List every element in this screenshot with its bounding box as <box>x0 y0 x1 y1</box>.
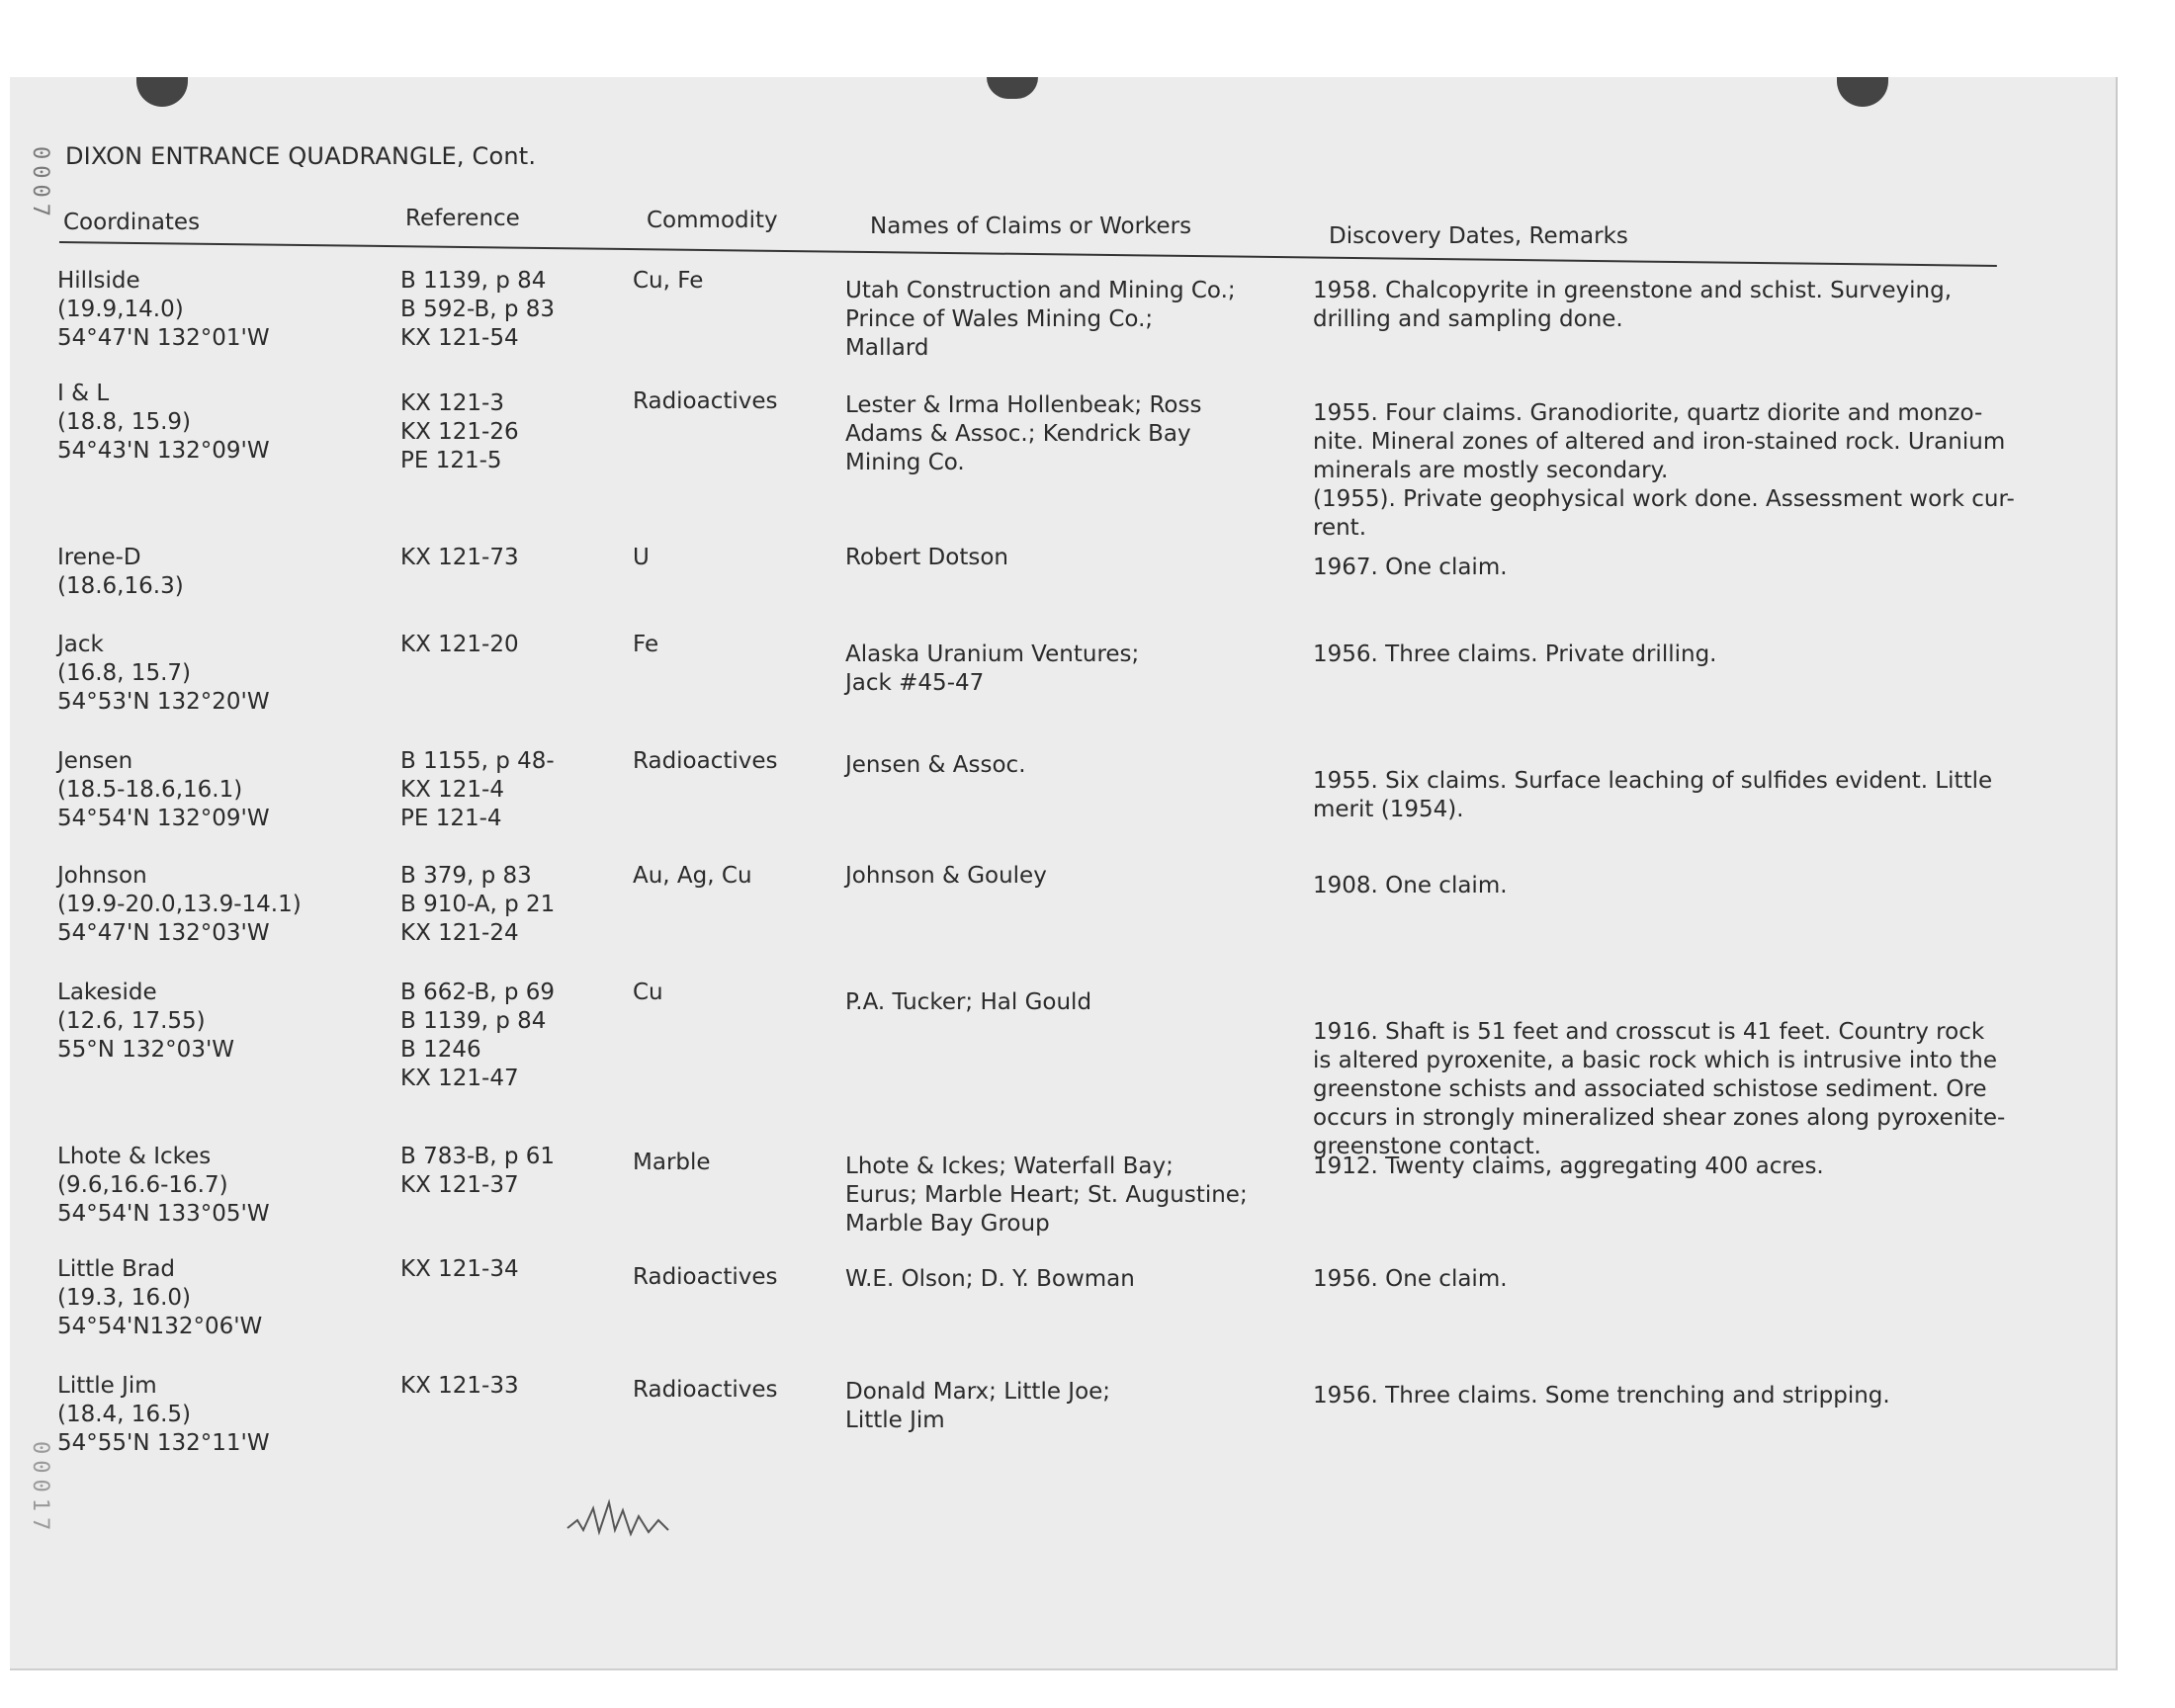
remarks-cell <box>1313 640 2005 669</box>
coordinates-cell <box>57 979 403 1065</box>
names-line: Eurus; Marble Heart; St. Augustine; <box>845 1182 1248 1208</box>
remarks-line: 1956. Three claims. Private drilling. <box>1313 641 1717 667</box>
remarks-line: 1956. Three claims. Some trenching and stripping. <box>1313 1383 1890 1409</box>
coordinate-line: (19.9-20.0,13.9-14.1) <box>57 892 302 917</box>
reference-line: KX 121-3 <box>400 390 504 416</box>
commodity-value: U <box>633 545 650 570</box>
reference-line: B 379, p 83 <box>400 863 532 889</box>
names-cell <box>845 862 1340 891</box>
remarks-line: drilling and sampling done. <box>1313 306 1623 332</box>
coordinate-line: 54°47'N 132°01'W <box>57 325 270 351</box>
names-line: W.E. Olson; D. Y. Bowman <box>845 1266 1135 1292</box>
reference-line: B 1139, p 84 <box>400 268 547 294</box>
document-sheet <box>10 77 2118 1670</box>
coordinates-cell <box>57 1143 403 1229</box>
commodity-cell <box>633 631 830 659</box>
coordinates-cell <box>57 380 403 466</box>
reference-line: B 1139, p 84 <box>400 1008 547 1034</box>
commodity-cell <box>633 387 830 416</box>
reference-line: PE 121-5 <box>400 448 502 473</box>
remarks-cell <box>1313 872 2005 900</box>
names-cell <box>845 1153 1340 1238</box>
names-line: Lester & Irma Hollenbeak; Ross <box>845 392 1202 418</box>
remarks-cell <box>1313 277 2005 334</box>
remarks-cell <box>1313 1153 2005 1181</box>
names-line: Lhote & Ickes; Waterfall Bay; <box>845 1153 1174 1179</box>
table-row <box>10 1143 2116 1253</box>
coordinate-line: (18.6,16.3) <box>57 573 184 599</box>
coordinates-cell <box>57 544 403 601</box>
commodity-value: Cu, Fe <box>633 268 704 294</box>
names-line: P.A. Tucker; Hal Gould <box>845 989 1092 1015</box>
coordinates-cell <box>57 862 403 948</box>
remarks-line: 1967. One claim. <box>1313 555 1508 580</box>
reference-line: B 783-B, p 61 <box>400 1144 556 1169</box>
reference-cell <box>400 389 628 475</box>
reference-line: B 592-B, p 83 <box>400 297 556 322</box>
claim-name: Lakeside <box>57 980 157 1005</box>
names-line: Little Jim <box>845 1408 945 1433</box>
reference-line: B 1155, p 48- <box>400 748 555 774</box>
remarks-line: 1916. Shaft is 51 feet and crosscut is 41 feet. Country rock <box>1313 1019 1985 1045</box>
remarks-line: 1958. Chalcopyrite in greenstone and schist. Surveying, <box>1313 278 1953 303</box>
commodity-cell <box>633 1376 830 1405</box>
names-line: Adams & Assoc.; Kendrick Bay <box>845 421 1191 447</box>
page-title: DIXON ENTRANCE QUADRANGLE, Cont. <box>65 142 537 170</box>
header-names: Names of Claims or Workers <box>870 214 1192 239</box>
coordinate-line: (18.5-18.6,16.1) <box>57 777 243 803</box>
header-coordinates: Coordinates <box>63 210 201 235</box>
header-rule <box>59 241 1997 267</box>
claim-name: Johnson <box>57 863 147 889</box>
binder-hole-left <box>136 77 188 107</box>
reference-cell <box>400 267 628 353</box>
commodity-value: Radioactives <box>633 388 778 414</box>
reference-line: KX 121-37 <box>400 1172 519 1198</box>
reference-line: KX 121-54 <box>400 325 519 351</box>
remarks-line: (1955). Private geophysical work done. Assessment work cur- <box>1313 486 2015 512</box>
table-row <box>10 380 2116 541</box>
table-row <box>10 1255 2116 1366</box>
names-line: Utah Construction and Mining Co.; <box>845 278 1236 303</box>
reference-line: KX 121-24 <box>400 920 519 946</box>
reference-cell <box>400 1255 628 1284</box>
reference-cell <box>400 631 628 659</box>
coordinate-line: (16.8, 15.7) <box>57 660 191 686</box>
reference-cell <box>400 1143 628 1200</box>
names-line: Donald Marx; Little Joe; <box>845 1379 1111 1405</box>
names-cell <box>845 988 1340 1017</box>
names-cell <box>845 1378 1340 1435</box>
coordinates-cell <box>57 1372 403 1458</box>
commodity-cell <box>633 747 830 776</box>
remarks-cell <box>1313 1018 2005 1161</box>
names-cell <box>845 640 1340 698</box>
names-line: Alaska Uranium Ventures; <box>845 641 1140 667</box>
claim-name: Jensen <box>57 748 133 774</box>
reference-cell <box>400 979 628 1093</box>
remarks-line: merit (1954). <box>1313 797 1464 822</box>
reference-cell <box>400 747 628 833</box>
names-line: Jensen & Assoc. <box>845 752 1026 778</box>
names-line: Mallard <box>845 335 929 361</box>
edge-code-bottom: 00017 <box>28 1441 52 1537</box>
reference-cell <box>400 862 628 948</box>
remarks-line: greenstone contact. <box>1313 1134 1541 1159</box>
remarks-cell <box>1313 554 2005 582</box>
header-reference: Reference <box>405 206 520 231</box>
remarks-line: is altered pyroxenite, a basic rock which is intrusive into the <box>1313 1048 1997 1073</box>
reference-line: KX 121-26 <box>400 419 519 445</box>
scribble-mark <box>564 1491 672 1540</box>
names-line: Marble Bay Group <box>845 1211 1050 1237</box>
coordinate-line: 54°54'N 133°05'W <box>57 1201 270 1227</box>
claim-name: Little Jim <box>57 1373 157 1399</box>
reference-line: KX 121-4 <box>400 777 504 803</box>
table-row <box>10 631 2116 741</box>
claim-name: Hillside <box>57 268 140 294</box>
names-line: Mining Co. <box>845 450 965 475</box>
table-row <box>10 747 2116 858</box>
names-cell <box>845 277 1340 363</box>
remarks-line: greenstone schists and associated schistose sediment. Ore <box>1313 1076 1987 1102</box>
commodity-cell <box>633 862 830 891</box>
reference-line: KX 121-33 <box>400 1373 519 1399</box>
coordinate-line: 54°54'N 132°09'W <box>57 806 270 831</box>
reference-cell <box>400 1372 628 1401</box>
remarks-line: occurs in strongly mineralized shear zones along pyroxenite- <box>1313 1105 2006 1131</box>
coordinate-line: (18.8, 15.9) <box>57 409 191 435</box>
coordinates-cell <box>57 267 403 353</box>
commodity-value: Cu <box>633 980 663 1005</box>
table-row <box>10 862 2116 973</box>
commodity-cell <box>633 544 830 572</box>
reference-cell <box>400 544 628 572</box>
coordinate-line: (18.4, 16.5) <box>57 1402 191 1427</box>
remarks-line: 1955. Six claims. Surface leaching of sulfides evident. Little <box>1313 768 1993 794</box>
remarks-line: minerals are mostly secondary. <box>1313 458 1669 483</box>
table-row <box>10 1372 2116 1483</box>
reference-line: B 1246 <box>400 1037 481 1063</box>
edge-code-top: 0007 <box>28 146 52 222</box>
names-line: Johnson & Gouley <box>845 863 1047 889</box>
reference-line: PE 121-4 <box>400 806 502 831</box>
names-line: Prince of Wales Mining Co.; <box>845 306 1154 332</box>
binder-hole-right <box>1837 77 1888 107</box>
remarks-line: 1956. One claim. <box>1313 1266 1508 1292</box>
coordinate-line: (19.9,14.0) <box>57 297 184 322</box>
reference-line: KX 121-20 <box>400 632 519 657</box>
coordinates-cell <box>57 631 403 717</box>
commodity-cell <box>633 1149 830 1177</box>
coordinate-line: (9.6,16.6-16.7) <box>57 1172 228 1198</box>
coordinates-cell <box>57 747 403 833</box>
names-cell <box>845 1265 1340 1294</box>
remarks-cell <box>1313 1382 2005 1410</box>
commodity-value: Fe <box>633 632 659 657</box>
reference-line: B 662-B, p 69 <box>400 980 556 1005</box>
commodity-value: Radioactives <box>633 748 778 774</box>
claim-name: Jack <box>57 632 104 657</box>
reference-line: KX 121-73 <box>400 545 519 570</box>
coordinate-line: 55°N 132°03'W <box>57 1037 235 1063</box>
reference-line: KX 121-47 <box>400 1066 519 1091</box>
remarks-cell <box>1313 399 2015 543</box>
coordinate-line: 54°55'N 132°11'W <box>57 1430 270 1456</box>
names-cell <box>845 544 1340 572</box>
binder-hole-center <box>987 77 1038 99</box>
coordinate-line: 54°54'N132°06'W <box>57 1314 263 1339</box>
names-cell <box>845 391 1340 477</box>
remarks-line: 1955. Four claims. Granodiorite, quartz diorite and monzo- <box>1313 400 1983 426</box>
coordinate-line: 54°47'N 132°03'W <box>57 920 270 946</box>
commodity-cell <box>633 267 830 296</box>
remarks-line: 1912. Twenty claims, aggregating 400 acres. <box>1313 1153 1824 1179</box>
names-line: Jack #45-47 <box>845 670 985 696</box>
claim-name: Irene-D <box>57 545 141 570</box>
coordinate-line: 54°53'N 132°20'W <box>57 689 270 715</box>
coordinate-line: (12.6, 17.55) <box>57 1008 206 1034</box>
commodity-value: Radioactives <box>633 1264 778 1290</box>
remarks-cell <box>1313 767 2005 824</box>
remarks-cell <box>1313 1265 2005 1294</box>
table-row <box>10 267 2116 378</box>
remarks-line: nite. Mineral zones of altered and iron-stained rock. Uranium <box>1313 429 2006 455</box>
coordinate-line: (19.3, 16.0) <box>57 1285 191 1311</box>
claim-name: I & L <box>57 381 110 406</box>
reference-line: KX 121-34 <box>400 1256 519 1282</box>
header-commodity: Commodity <box>647 208 778 233</box>
remarks-line: rent. <box>1313 515 1367 541</box>
reference-line: B 910-A, p 21 <box>400 892 556 917</box>
names-line: Robert Dotson <box>845 545 1008 570</box>
commodity-value: Au, Ag, Cu <box>633 863 752 889</box>
commodity-cell <box>633 1263 830 1292</box>
commodity-value: Radioactives <box>633 1377 778 1403</box>
remarks-line: 1908. One claim. <box>1313 873 1508 898</box>
coordinate-line: 54°43'N 132°09'W <box>57 438 270 464</box>
names-cell <box>845 751 1340 780</box>
coordinates-cell <box>57 1255 403 1341</box>
claim-name: Lhote & Ickes <box>57 1144 212 1169</box>
header-remarks: Discovery Dates, Remarks <box>1329 223 1628 249</box>
claim-name: Little Brad <box>57 1256 176 1282</box>
commodity-cell <box>633 979 830 1007</box>
commodity-value: Marble <box>633 1150 711 1175</box>
